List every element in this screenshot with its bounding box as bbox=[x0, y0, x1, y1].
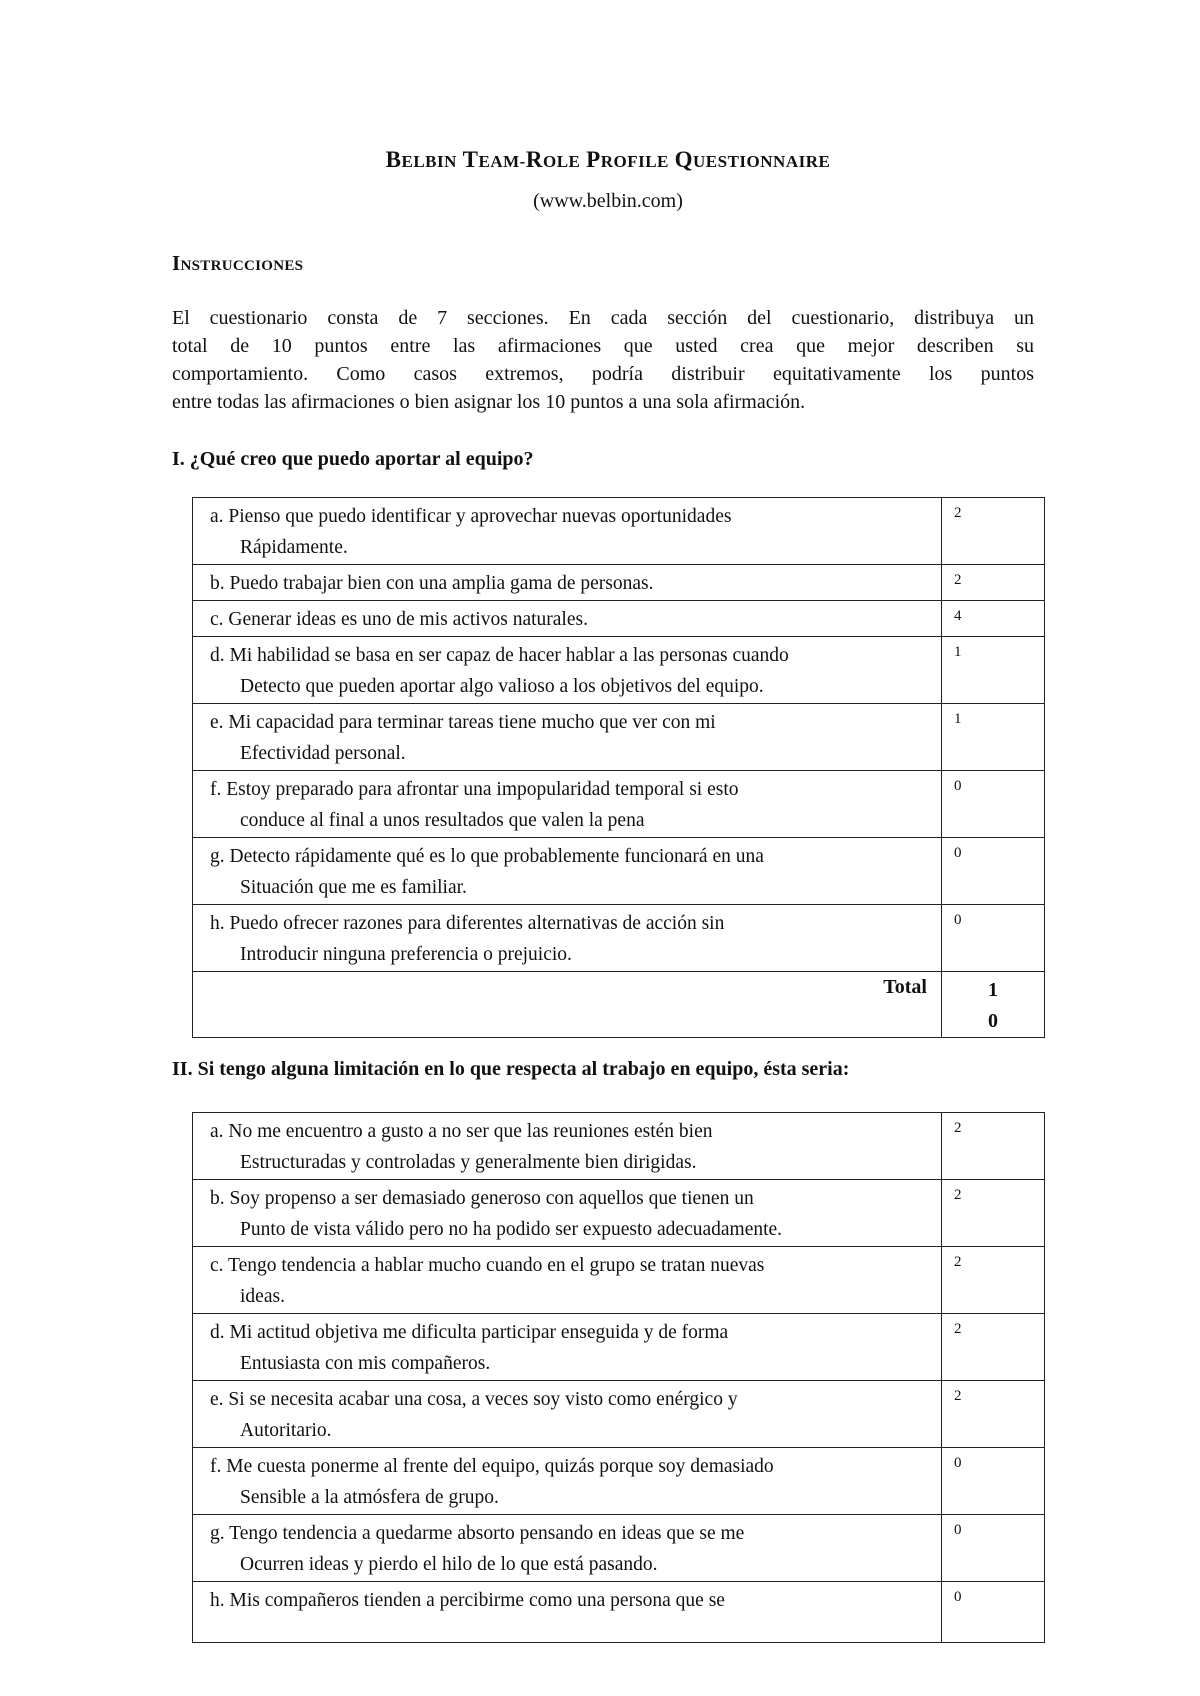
table-row bbox=[193, 905, 1045, 972]
table-row bbox=[193, 1448, 1045, 1515]
statement-cell: c. Tengo tendencia a hablar mucho cuando en el grupo se tratan nuevas ideas. bbox=[193, 1247, 942, 1314]
points-cell[interactable]: 1 bbox=[942, 704, 1045, 771]
total-row bbox=[193, 972, 1045, 1038]
statement-cell: g. Detecto rápidamente qué es lo que probablemente funcionará en una Situación que me es familiar. bbox=[193, 838, 942, 905]
points-cell[interactable]: 2 bbox=[942, 1314, 1045, 1381]
points-cell[interactable]: 0 bbox=[942, 1582, 1045, 1643]
points-cell[interactable]: 2 bbox=[942, 1113, 1045, 1180]
statement-cell: c. Generar ideas es uno de mis activos naturales. bbox=[193, 601, 942, 637]
section-2-heading: II. Si tengo alguna limitación en lo que respecta al trabajo en equipo, ésta seria: bbox=[172, 1058, 850, 1080]
points-cell[interactable]: 0 bbox=[942, 1515, 1045, 1582]
points-cell[interactable]: 2 bbox=[942, 1247, 1045, 1314]
table-row bbox=[193, 771, 1045, 838]
total-value: 1 0 bbox=[942, 972, 1045, 1038]
statement-cell: e. Mi capacidad para terminar tareas tiene mucho que ver con mi Efectividad personal. bbox=[193, 704, 942, 771]
statement-cell: b. Soy propenso a ser demasiado generoso con aquellos que tienen un Punto de vista válido pero no ha podido ser expuesto adecuadamente. bbox=[193, 1180, 942, 1247]
document-title: BELBIN TEAM-ROLE PROFILE QUESTIONNAIRE bbox=[385, 147, 831, 172]
section-2-table bbox=[192, 1112, 1045, 1643]
table-row bbox=[193, 637, 1045, 704]
table-row bbox=[193, 1582, 1045, 1643]
statement-cell: b. Puedo trabajar bien con una amplia gama de personas. bbox=[193, 565, 942, 601]
statement-cell: f. Estoy preparado para afrontar una impopularidad temporal si esto conduce al final a unos resultados que valen la pena bbox=[193, 771, 942, 838]
statement-cell: d. Mi actitud objetiva me dificulta participar enseguida y de forma Entusiasta con mis compañeros. bbox=[193, 1314, 942, 1381]
statement-cell: f. Me cuesta ponerme al frente del equipo, quizás porque soy demasiado Sensible a la atmósfera de grupo. bbox=[193, 1448, 942, 1515]
instructions-line: El cuestionario consta de 7 secciones. En cada sección del cuestionario, distribuya un bbox=[172, 307, 1034, 329]
statement-cell: e. Si se necesita acabar una cosa, a veces soy visto como enérgico y Autoritario. bbox=[193, 1381, 942, 1448]
statement-cell: d. Mi habilidad se basa en ser capaz de hacer hablar a las personas cuando Detecto que pueden aportar algo valioso a los objetivos del equipo. bbox=[193, 637, 942, 704]
points-cell[interactable]: 4 bbox=[942, 601, 1045, 637]
instructions-line: total de 10 puntos entre las afirmaciones que usted crea que mejor describen su bbox=[172, 335, 1034, 357]
table-row bbox=[193, 1381, 1045, 1448]
points-cell[interactable]: 1 bbox=[942, 637, 1045, 704]
table-row bbox=[193, 1515, 1045, 1582]
points-cell[interactable]: 2 bbox=[942, 498, 1045, 565]
instructions-line: comportamiento. Como casos extremos, podría distribuir equitativamente los puntos bbox=[172, 363, 1034, 385]
table-row bbox=[193, 704, 1045, 771]
points-cell[interactable]: 0 bbox=[942, 771, 1045, 838]
instructions-line: entre todas las afirmaciones o bien asignar los 10 puntos a una sola afirmación. bbox=[172, 391, 806, 413]
total-label: Total bbox=[193, 972, 942, 1038]
table-row bbox=[193, 1314, 1045, 1381]
table-row bbox=[193, 565, 1045, 601]
points-cell[interactable]: 2 bbox=[942, 1381, 1045, 1448]
table-row bbox=[193, 1113, 1045, 1180]
statement-cell: a. No me encuentro a gusto a no ser que las reuniones estén bien Estructuradas y controladas y generalmente bien dirigidas. bbox=[193, 1113, 942, 1180]
table-row bbox=[193, 1180, 1045, 1247]
points-cell[interactable]: 0 bbox=[942, 905, 1045, 972]
table-row bbox=[193, 498, 1045, 565]
points-cell[interactable]: 2 bbox=[942, 565, 1045, 601]
website-url: (www.belbin.com) bbox=[533, 190, 683, 212]
instructions-paragraph bbox=[172, 304, 1034, 416]
section-1-table bbox=[192, 497, 1045, 1038]
table-row bbox=[193, 601, 1045, 637]
table-row bbox=[193, 838, 1045, 905]
points-cell[interactable]: 0 bbox=[942, 838, 1045, 905]
statement-cell: a. Pienso que puedo identificar y aprovechar nuevas oportunidades Rápidamente. bbox=[193, 498, 942, 565]
instructions-heading: INSTRUCCIONES bbox=[172, 251, 304, 275]
statement-cell: h. Puedo ofrecer razones para diferentes alternativas de acción sin Introducir ninguna preferencia o prejuicio. bbox=[193, 905, 942, 972]
points-cell[interactable]: 2 bbox=[942, 1180, 1045, 1247]
statement-cell: h. Mis compañeros tienden a percibirme como una persona que se bbox=[193, 1582, 942, 1643]
section-1-heading: I. ¿Qué creo que puedo aportar al equipo? bbox=[172, 448, 534, 470]
points-cell[interactable]: 0 bbox=[942, 1448, 1045, 1515]
statement-cell: g. Tengo tendencia a quedarme absorto pensando en ideas que se me Ocurren ideas y pierdo el hilo de lo que está pasando. bbox=[193, 1515, 942, 1582]
table-row bbox=[193, 1247, 1045, 1314]
